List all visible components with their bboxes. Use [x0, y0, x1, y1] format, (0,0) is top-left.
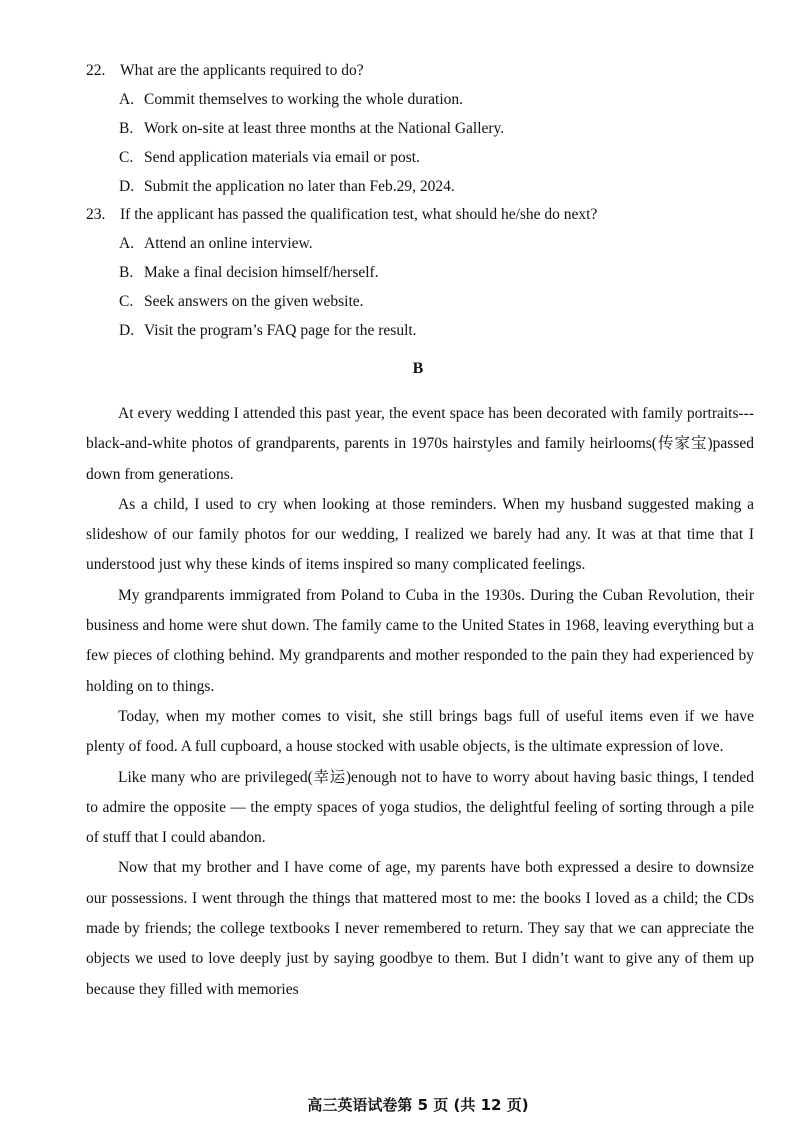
option-text: Make a final decision himself/herself. [144, 264, 379, 281]
option-text: Visit the program’s FAQ page for the result. [144, 322, 417, 339]
option-letter: C. [119, 293, 134, 310]
passage-paragraph: At every wedding I attended this past year, the event space has been decorated with family portraits---black-and-white photos of grandparents, parents in 1970s hairstyles and family heirlooms(传家宝)passed down from generations. [86, 405, 754, 483]
passage-paragraph: My grandparents immigrated from Poland to Cuba in the 1930s. During the Cuban Revolution, their business and home were shut down. The family came to the United States in 1968, leaving everything but a few pieces of clothing behind. My grandparents and mother responded to the pain they had experienced by holding on to things. [86, 586, 754, 695]
question-text: What are the applicants required to do? [120, 62, 364, 79]
question-text: If the applicant has passed the qualification test, what should he/she do next? [120, 206, 598, 223]
option-text: Seek answers on the given website. [144, 293, 364, 310]
option-b [86, 114, 776, 143]
option-letter: C. [119, 149, 134, 166]
option-letter: D. [119, 178, 135, 195]
question-stem [86, 200, 776, 229]
option-letter: A. [119, 235, 135, 252]
option-letter: B. [119, 264, 134, 281]
question-23 [86, 200, 776, 345]
passage-paragraph: Today, when my mother comes to visit, she still brings bags full of useful items even if we have plenty of food. A full cupboard, a house stocked with usable objects, is the ultimate expression of love. [86, 707, 754, 756]
question-number: 22. [86, 62, 106, 79]
option-text: Commit themselves to working the whole duration. [144, 91, 463, 108]
option-list [86, 85, 776, 201]
option-letter: D. [119, 322, 135, 339]
option-b [86, 258, 776, 287]
option-c [86, 143, 776, 172]
option-c [86, 287, 776, 316]
page-footer: 高三英语试卷第 5 页 (共 12 页) [307, 1096, 529, 1114]
passage-paragraph: As a child, I used to cry when looking at those reminders. When my husband suggested making a slideshow of our family photos for our wedding, I realized we barely had any. It was at that time that I understood just why these kinds of items inspired so many complicated feelings. [86, 495, 754, 574]
passage-paragraph: Like many who are privileged(幸运)enough not to have to worry about having basic things, I tended to admire the opposite — the empty spaces of yoga studios, the delightful feeling of sorting through a pile of stuff that I could abandon. [86, 768, 754, 847]
option-list [86, 229, 776, 345]
option-letter: B. [119, 120, 134, 137]
option-a [86, 229, 776, 258]
question-stem [86, 56, 776, 85]
option-text: Work on-site at least three months at the National Gallery. [144, 120, 505, 137]
option-text: Send application materials via email or post. [144, 149, 420, 166]
option-a [86, 85, 776, 114]
option-d [86, 316, 776, 345]
option-letter: A. [119, 91, 135, 108]
option-text: Submit the application no later than Feb.29, 2024. [144, 178, 455, 195]
option-text: Attend an online interview. [144, 235, 313, 252]
reading-passage [86, 399, 754, 1005]
section-heading: B [412, 360, 424, 377]
question-22 [86, 56, 776, 201]
passage-paragraph: Now that my brother and I have come of age, my parents have both expressed a desire to downsize our possessions. I went through the things that mattered most to me: the books I loved as a child; the CDs made by friends; the college textbooks I never remembered to return. They say that we can appreciate the objects we used to love deeply just by saying goodbye to them. But I didn’t want to give any of them up because they filled with memories [86, 859, 754, 998]
question-number: 23. [86, 206, 106, 223]
option-d [86, 172, 776, 201]
